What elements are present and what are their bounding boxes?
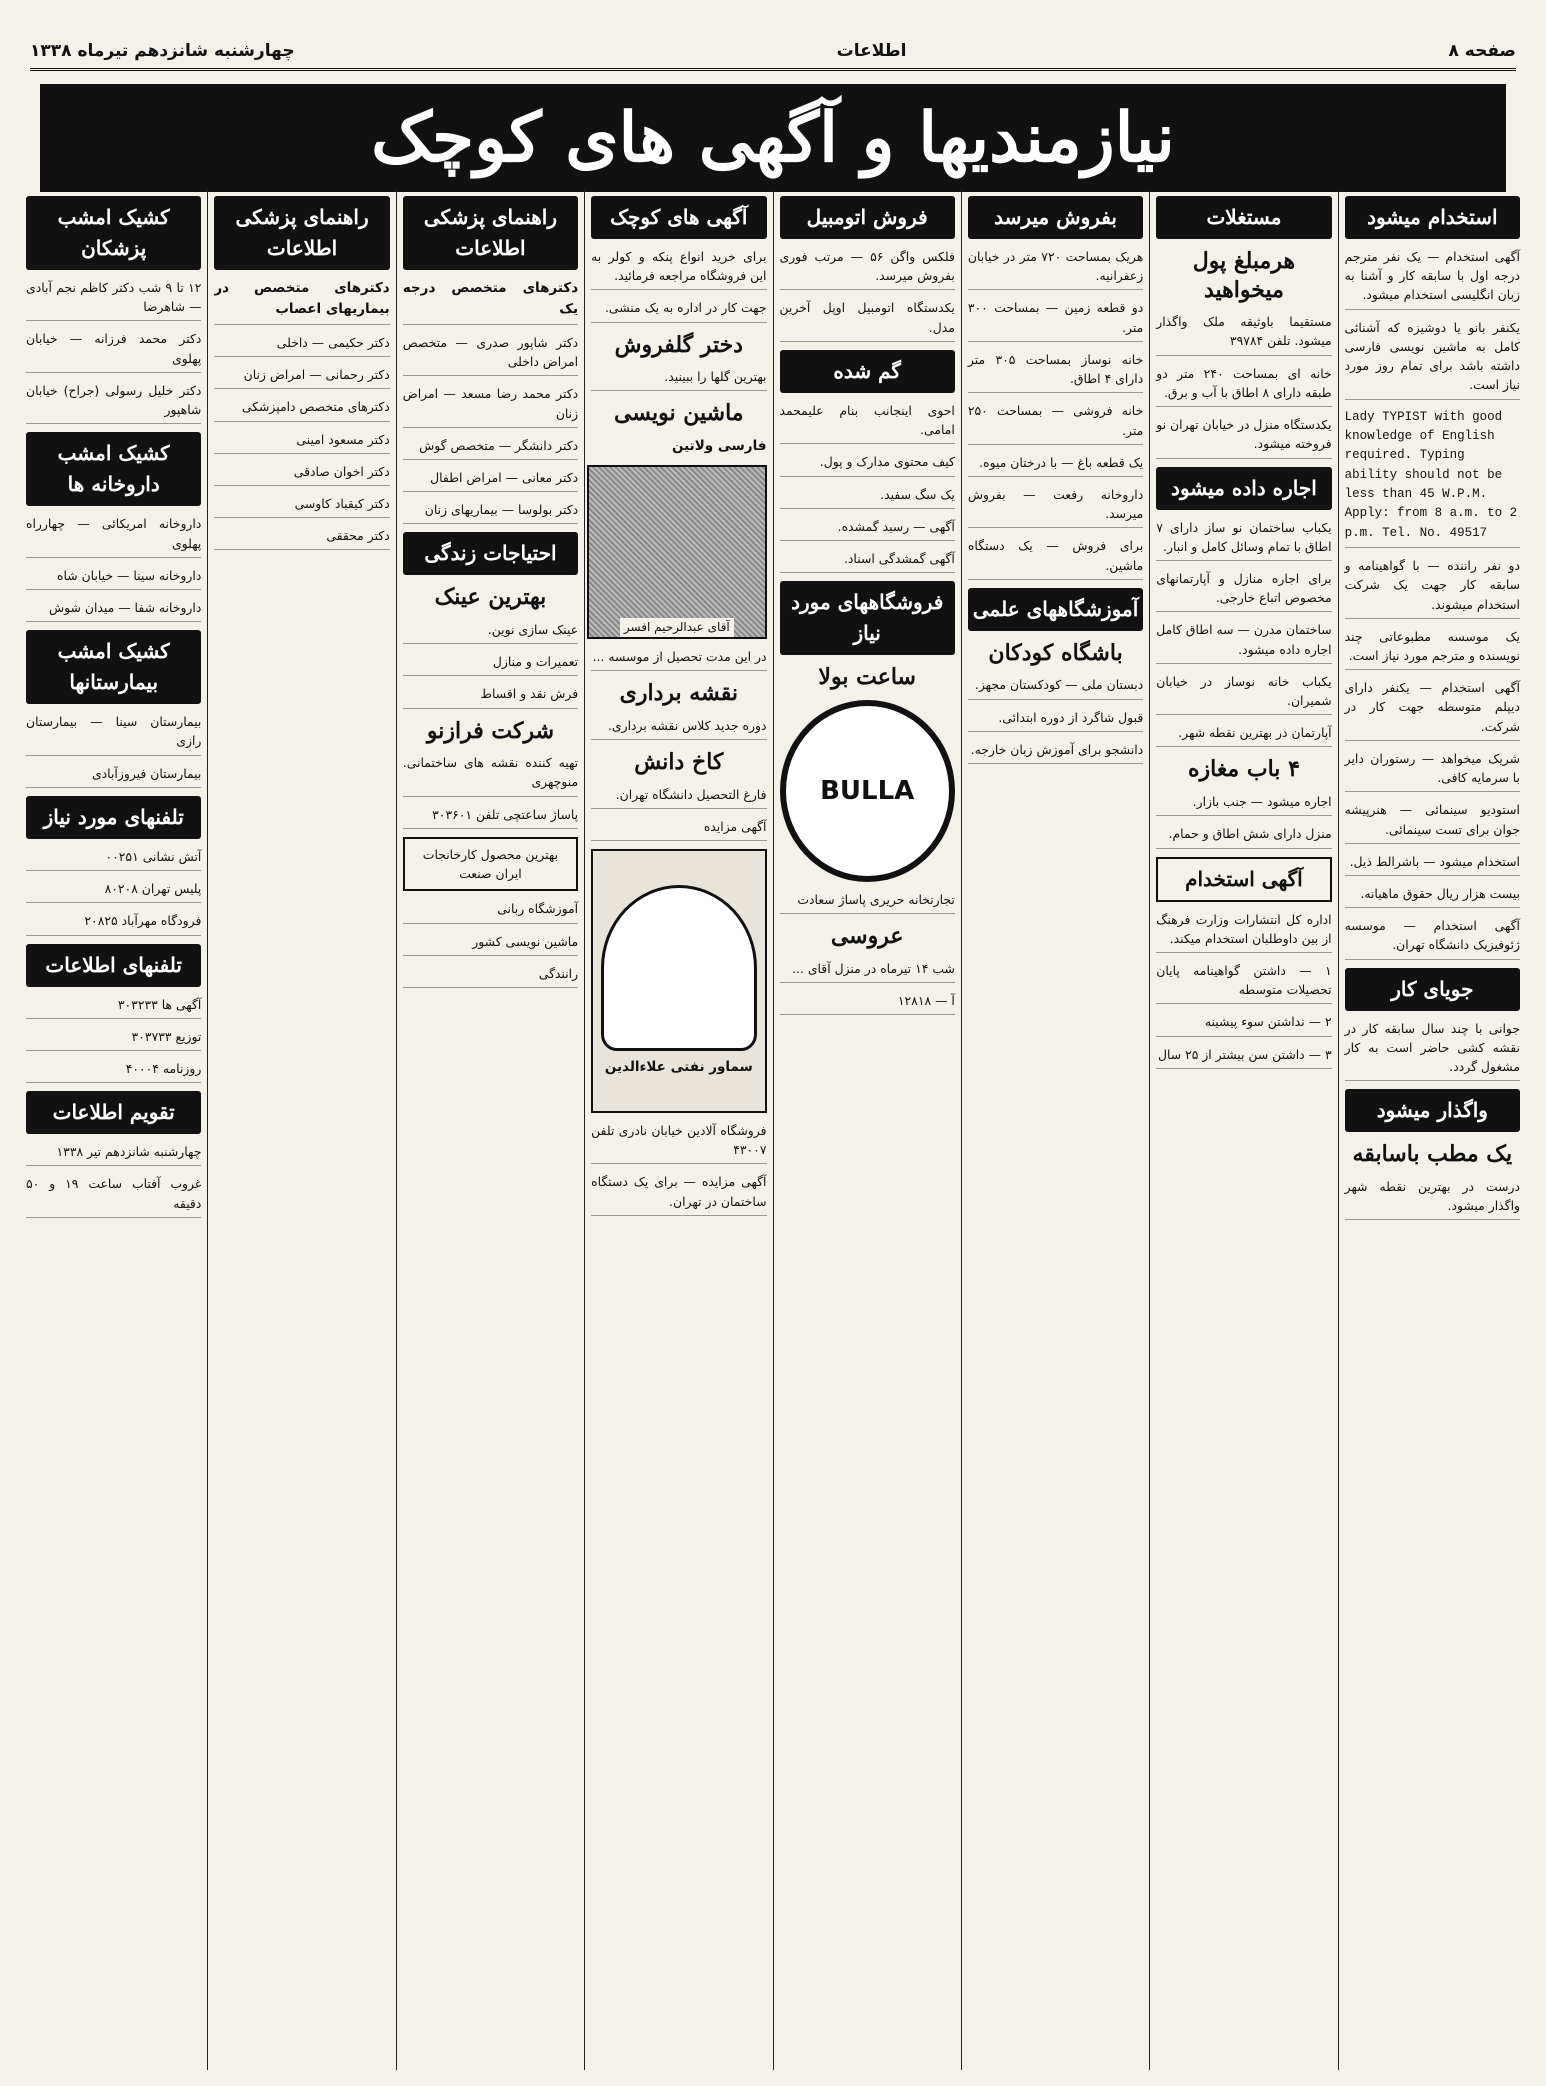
ad-text: برای فروش — یک دستگاه ماشین. — [968, 536, 1143, 579]
column-heading: راهنمای پزشکی اطلاعات — [403, 196, 578, 270]
ad-text: داروخانه سینا — خیابان شاه — [26, 566, 201, 590]
ad-text: دوره جدید کلاس نقشه برداری. — [591, 716, 766, 740]
photo-caption: آقای عبدالرحیم افسر — [620, 618, 734, 637]
ad-text: آگهی استخدام — موسسه ژئوفیزیک دانشگاه تهران. — [1345, 916, 1520, 959]
paper-name: اطلاعات — [836, 41, 907, 61]
ad-text: دکتر شاپور صدری — متخصص امراض داخلی — [403, 333, 578, 376]
column-for-sale — [961, 190, 1149, 2070]
column-heading: تلفنهای اطلاعات — [26, 944, 201, 987]
ad-text: برای اجاره منازل و آپارتمانهای مخصوص اتباع خارجی. — [1156, 569, 1331, 612]
column-heading: راهنمای پزشکی اطلاعات — [214, 196, 389, 270]
ad-text: فرش نقد و اقساط — [403, 684, 578, 708]
ad-text: برای خرید انواع پنکه و کولر به این فروشگاه مراجعه فرمائید. — [591, 247, 766, 290]
ad-text: خانه نوساز بمساحت ۳۰۵ متر دارای ۴ اطاق. — [968, 350, 1143, 393]
ad-text: خانه ای بمساحت ۲۴۰ متر دو طبقه دارای ۸ اطاق با آب و برق. — [1156, 364, 1331, 407]
column-heading: تقویم اطلاعات — [26, 1091, 201, 1134]
ad-text: فلکس واگن ۵۶ — مرتب فوری بفروش میرسد. — [780, 247, 955, 290]
ad-text: دکترهای متخصص در بیماریهای اعصاب — [214, 278, 389, 325]
section-banner: نیازمندیها و آگهی های کوچک — [40, 84, 1506, 192]
column-real-estate — [1149, 190, 1337, 2070]
ad-text: دکتر محققی — [214, 526, 389, 550]
ad-text: دو قطعه زمین — بمساحت ۳۰۰ متر. — [968, 298, 1143, 341]
ad-text: چهارشنبه شانزدهم تیر ۱۳۳۸ — [26, 1142, 201, 1166]
ad-text: ۱ — داشتن گواهینامه پایان تحصیلات متوسطه — [1156, 961, 1331, 1004]
ad-text: شب ۱۴ تیرماه در منزل آقای ... — [780, 959, 955, 983]
ad-headline: نقشه برداری — [619, 680, 738, 707]
column-heading: آگهی استخدام — [1156, 857, 1331, 902]
ad-text: درست در بهترین نقطه شهر واگذار میشود. — [1345, 1177, 1520, 1220]
ad-text: دکتر رحمانی — امراض زنان — [214, 365, 389, 389]
ad-text-english: Lady TYPIST with good knowledge of English required. Typing ability should not be less than 45 W.P.M. Apply: from 8 a.m. to 2 p.m. Tel. No. 49517 — [1345, 408, 1520, 549]
ad-text: آگهی ها ۳۰۳۲۳۳ — [26, 995, 201, 1019]
ad-text: یک سگ سفید. — [780, 485, 955, 509]
ad-text: اجاره میشود — جنب بازار. — [1156, 792, 1331, 816]
ad-text: استودیو سینمائی — هنرپیشه جوان برای تست سینمائی. — [1345, 800, 1520, 843]
watch-illustration — [780, 700, 955, 882]
ad-text: دکترهای متخصص دامپزشکی — [214, 397, 389, 421]
ad-headline: ماشین نویسی — [614, 400, 744, 427]
ad-text: تعمیرات و منازل — [403, 652, 578, 676]
samovar-icon — [601, 885, 757, 1051]
column-medical-guide-2 — [207, 190, 395, 2070]
ad-text: فارغ التحصیل دانشگاه تهران. — [591, 785, 766, 809]
ad-text: دکتر محمد فرزانه — خیابان پهلوی — [26, 329, 201, 372]
ad-text: یکنفر بانو یا دوشیزه که آشنائی کامل به ماشین نویسی فارسی داشته باشد برای تمام روز مورد نیاز است. — [1345, 318, 1520, 400]
ad-text: در این مدت تحصیل از موسسه ... — [591, 647, 766, 671]
ad-text: جوانی با چند سال سابقه کار در نقشه کشی حاضر است به کار مشغول گردد. — [1345, 1019, 1520, 1082]
column-cars — [773, 190, 961, 2070]
ad-text: یکدستگاه اتومبیل اوپل آخرین مدل. — [780, 298, 955, 341]
ad-text: ۲ — نداشتن سوء پیشینه — [1156, 1012, 1331, 1036]
ad-text: هریک بمساحت ۷۲۰ متر در خیابان زعفرانیه. — [968, 247, 1143, 290]
portrait-photo — [587, 465, 766, 639]
column-heading: احتیاجات زندگی — [403, 532, 578, 575]
ad-text: جهت کار در اداره به یک منشی. — [591, 298, 766, 322]
ad-text: رانندگی — [403, 964, 578, 988]
ad-text: آپارتمان در بهترین نقطه شهر. — [1156, 723, 1331, 747]
ad-text: آگهی استخدام — یکنفر دارای دیپلم متوسطه جهت کار در شرکت. — [1345, 678, 1520, 741]
ad-text: تجارتخانه حریری پاساژ سعادت — [780, 890, 955, 914]
ad-text: دکتر بولوسا — بیماریهای زنان — [403, 500, 578, 524]
ad-text: دانشجو برای آموزش زبان خارجه. — [968, 740, 1143, 764]
ad-headline: هرمبلغ پول میخواهید — [1192, 248, 1296, 303]
ad-text: داروخانه شفا — میدان شوش — [26, 598, 201, 622]
ad-text: غروب آفتاب ساعت ۱۹ و ۵۰ دقیقه — [26, 1174, 201, 1217]
ad-text: آتش نشانی ۰۰۲۵۱ — [26, 847, 201, 871]
ad-text: احوی اینجانب بنام علیمحمد امامی. — [780, 401, 955, 444]
samovar-illustration — [591, 849, 766, 1113]
ad-text: یک موسسه مطبوعاتی چند نویسنده و مترجم مورد نیاز است. — [1345, 627, 1520, 670]
column-heading: مستغلات — [1156, 196, 1331, 239]
ad-text: آ — ۱۲۸۱۸ — [780, 991, 955, 1015]
ad-text: دبستان ملی — کودکستان مجهز. — [968, 675, 1143, 699]
ad-text: فروشگاه آلادین خیابان نادری تلفن ۴۳۰۰۷ — [591, 1121, 766, 1164]
ad-text: دکتر حکیمی — داخلی — [214, 333, 389, 357]
ad-text: دکتر کیقباد کاوسی — [214, 494, 389, 518]
ad-text: دکتر دانشگر — متخصص گوش — [403, 436, 578, 460]
column-heading: آموزشگاههای علمی — [968, 588, 1143, 631]
ad-text: داروخانه امریکائی — چهارراه پهلوی — [26, 514, 201, 557]
column-heading: گم شده — [780, 350, 955, 393]
ad-text: آگهی استخدام — یک نفر مترجم درجه اول با سابقه کار و آشنا به زبان انگلیسی استخدام میشود. — [1345, 247, 1520, 310]
column-heading: تلفنهای مورد نیاز — [26, 796, 201, 839]
ad-text: دکتر مسعود امینی — [214, 430, 389, 454]
ad-headline: یک مطب باسابقه — [1352, 1141, 1513, 1168]
ad-text: استخدام میشود — باشرالط ذیل. — [1345, 852, 1520, 876]
ad-subheadline: فارسی ولاتین — [672, 438, 767, 455]
ad-text: خانه فروشی — بمساحت ۲۵۰ متر. — [968, 401, 1143, 444]
column-heading: کشیک امشب داروخانه ها — [26, 432, 201, 506]
column-heading: جویای کار — [1345, 968, 1520, 1011]
page-number: صفحه ۸ — [1448, 41, 1516, 61]
ad-headline: کاخ دانش — [634, 749, 724, 776]
column-heading: بفروش میرسد — [968, 196, 1143, 239]
top-line — [30, 34, 1516, 71]
ad-text: اداره کل انتشارات وزارت فرهنگ از بین داوطلبان استخدام میکند. — [1156, 910, 1331, 953]
ad-text: بیمارستان سینا — بیمارستان رازی — [26, 712, 201, 755]
column-heading: کشیک امشب بیمارستانها — [26, 630, 201, 704]
column-heading: کشیک امشب پزشکان — [26, 196, 201, 270]
column-small-ads — [584, 190, 772, 2070]
ad-text: فرودگاه مهرآباد ۲۰۸۲۵ — [26, 911, 201, 935]
column-heading: استخدام میشود — [1345, 196, 1520, 239]
ad-text: ۳ — داشتن سن بیشتر از ۲۵ سال — [1156, 1045, 1331, 1069]
ad-text: شریک میخواهد — رستوران دایر با سرمایه کافی. — [1345, 749, 1520, 792]
columns — [20, 190, 1526, 2070]
watch-icon: BULLA — [780, 700, 955, 882]
ad-text: داروخانه رفعت — بفروش میرسد. — [968, 485, 1143, 528]
ad-headline: دختر گلفروش — [614, 331, 743, 358]
column-on-duty — [20, 190, 207, 2070]
ad-headline: عروسی — [830, 923, 904, 949]
ad-text: آگهی مزایده — برای یک دستگاه ساختمان در تهران. — [591, 1172, 766, 1215]
column-medical-guide-1 — [396, 190, 584, 2070]
ad-text: یک قطعه باغ — با درختان میوه. — [968, 453, 1143, 477]
ad-text: دکتر خلیل رسولی (جراح) خیابان شاهپور — [26, 381, 201, 424]
ad-text: منزل دارای شش اطاق و حمام. — [1156, 824, 1331, 848]
ad-text: تهیه کننده نقشه های ساختمانی. منوچهری — [403, 753, 578, 796]
ad-text: دکتر معانی — امراض اطفال — [403, 468, 578, 492]
ad-text: بهترین گلها را ببینید. — [591, 367, 766, 391]
ad-text: آگهی — رسید گمشده. — [780, 517, 955, 541]
illustration-caption: سماور نفتی علاءالدین — [604, 1058, 753, 1075]
ad-headline: شرکت فرازنو — [426, 717, 555, 744]
ad-text: آگهی گمشدگی اسناد. — [780, 549, 955, 573]
ad-headline: باشگاه کودکان — [988, 639, 1123, 666]
ad-text: روزنامه ۴۰۰۰۴ — [26, 1059, 201, 1083]
ad-text: توزیع ۳۰۳۷۳۳ — [26, 1027, 201, 1051]
ad-text: مستقیما باوثیقه ملک واگذار میشود. تلفن ۳۹۷۸۴ — [1156, 312, 1331, 355]
ad-headline: ساعت بولا — [818, 664, 916, 691]
ad-text: دکتر اخوان صادقی — [214, 462, 389, 486]
ad-text: قبول شاگرد از دوره ابتدائی. — [968, 708, 1143, 732]
column-heading: واگذار میشود — [1345, 1089, 1520, 1132]
column-heading: فروشگاههای مورد نیاز — [780, 581, 955, 655]
ad-text: عینک سازی نوین. — [403, 620, 578, 644]
column-employment — [1338, 190, 1526, 2070]
ad-text: آگهی مزایده — [591, 817, 766, 841]
column-heading: آگهی های کوچک — [591, 196, 766, 239]
ad-text: بیست هزار ریال حقوق ماهیانه. — [1345, 884, 1520, 908]
ad-text: کیف محتوی مدارک و پول. — [780, 452, 955, 476]
ad-text: دکترهای متخصص درجه یک — [403, 278, 578, 325]
ad-text: آموزشگاه ربانی — [403, 899, 578, 923]
ad-headline: بهترین عینک — [434, 584, 547, 611]
ad-text: پاساژ ساعتچی تلفن ۳۰۳۶۰۱ — [403, 805, 578, 829]
column-heading: اجاره داده میشود — [1156, 467, 1331, 510]
ad-text: یکباب ساختمان نو ساز دارای ۷ اطاق با تمام وسائل کامل و انبار. — [1156, 518, 1331, 561]
ad-text: یکباب خانه نوساز در خیابان شمیران. — [1156, 672, 1331, 715]
ad-text: دو نفر راننده — با گواهینامه و سابقه کار جهت یک شرکت استخدام میشوند. — [1345, 556, 1520, 619]
ad-text: دکتر محمد رضا مسعد — امراض زنان — [403, 384, 578, 427]
ad-text: ۱۲ تا ۹ شب دکتر کاظم نجم آبادی — شاهرضا — [26, 278, 201, 321]
product-advert-box: بهترین محصول کارخانجات ایران صنعت — [403, 837, 578, 891]
ad-text: بیمارستان فیروزآبادی — [26, 764, 201, 788]
ad-text: ماشین نویسی کشور — [403, 932, 578, 956]
ad-headline: ۴ باب مغازه — [1187, 756, 1300, 783]
issue-date: چهارشنبه شانزدهم تیرماه ۱۳۳۸ — [30, 41, 295, 61]
ad-text: یکدستگاه منزل در خیابان تهران نو فروخته میشود. — [1156, 415, 1331, 458]
ad-text: ساختمان مدرن — سه اطاق کامل اجاره داده میشود. — [1156, 620, 1331, 663]
ad-text: پلیس تهران ۸۰۲۰۸ — [26, 879, 201, 903]
column-heading: فروش اتومبیل — [780, 196, 955, 239]
